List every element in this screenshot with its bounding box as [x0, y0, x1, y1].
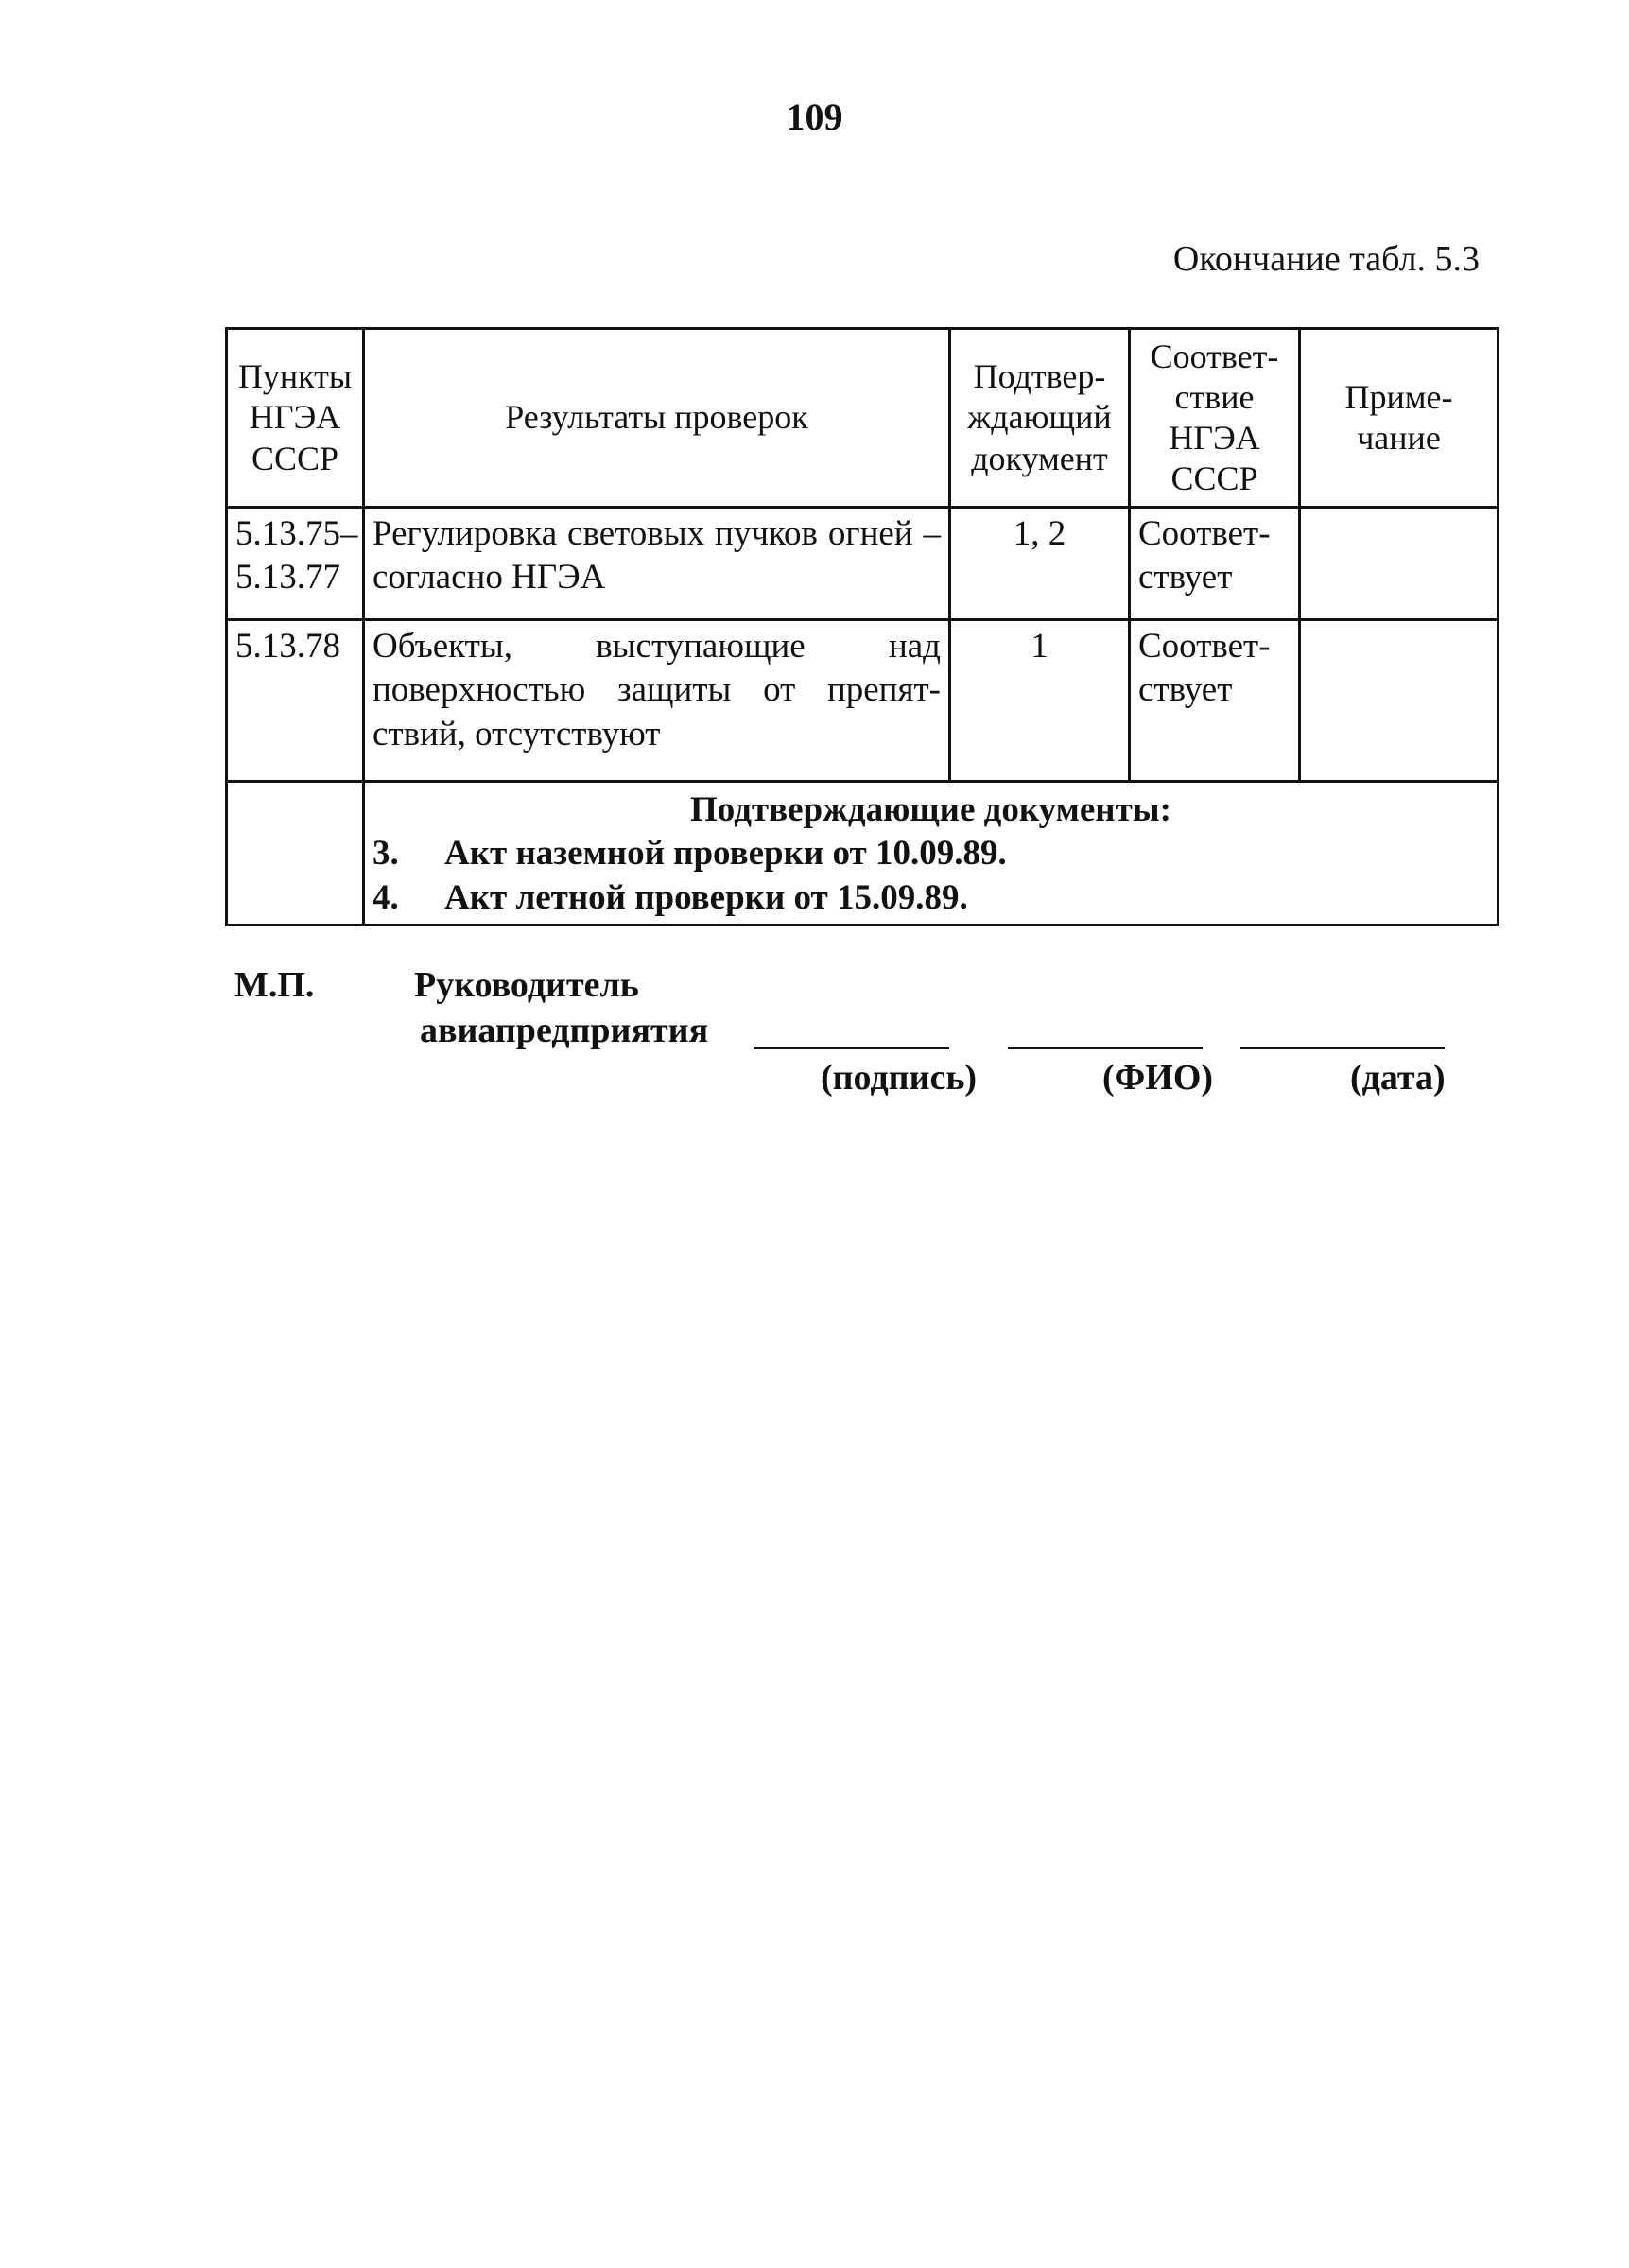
row-document: 1	[950, 620, 1130, 782]
signature-block	[234, 964, 1501, 1116]
row-conformity: Соответ-ствует	[1130, 508, 1300, 620]
fio-line	[1008, 1047, 1203, 1049]
stamp-label: М.П.	[234, 965, 315, 1005]
inspection-results-table	[225, 327, 1499, 926]
signature-caption: (подпись)	[821, 1058, 978, 1098]
docs-title: Подтверждающие документы:	[690, 790, 1171, 829]
header-note: Приме-чание	[1300, 329, 1499, 508]
fio-caption: (ФИО)	[1102, 1058, 1214, 1098]
doc-item	[373, 876, 1489, 920]
doc-item-number: 4.	[373, 877, 399, 917]
header-points: Пункты НГЭА СССР	[227, 329, 364, 508]
doc-item-text: Акт летной проверки от 15.09.89.	[444, 877, 968, 917]
doc-item-text: Акт наземной проверки от 10.09.89.	[444, 834, 1007, 874]
row-note	[1300, 508, 1499, 620]
signature-line	[754, 1047, 949, 1049]
company-label: авиапредприятия	[420, 1011, 709, 1050]
page-number: 109	[786, 95, 843, 138]
docs-empty-cell	[227, 782, 364, 926]
doc-item	[373, 832, 1489, 875]
row-result: Объекты, выступающие над поверхностью защиты от препят-ствий, отсутствуют	[364, 620, 950, 782]
row-note	[1300, 620, 1499, 782]
row-result: Регулировка световых пучков огней – согласно НГЭА	[364, 508, 950, 620]
table-row	[227, 508, 1499, 620]
date-line	[1240, 1047, 1445, 1049]
row-conformity: Соответ-ствует	[1130, 620, 1300, 782]
table-row	[227, 620, 1499, 782]
docs-cell	[364, 782, 1499, 926]
row-document: 1, 2	[950, 508, 1130, 620]
header-results: Результаты проверок	[364, 329, 950, 508]
header-conformity: Соответ-ствие НГЭА СССР	[1130, 329, 1300, 508]
header-document: Подтвер-ждающий документ	[950, 329, 1130, 508]
supporting-documents-row	[227, 782, 1499, 926]
table-caption: Окончание табл. 5.3	[1172, 239, 1480, 279]
doc-item-number: 3.	[373, 834, 399, 874]
row-points: 5.13.75–5.13.77	[227, 508, 364, 620]
row-points: 5.13.78	[227, 620, 364, 782]
position-label: Руководитель	[414, 965, 639, 1005]
table-header-row	[227, 329, 1499, 508]
date-caption: (дата)	[1350, 1058, 1446, 1098]
